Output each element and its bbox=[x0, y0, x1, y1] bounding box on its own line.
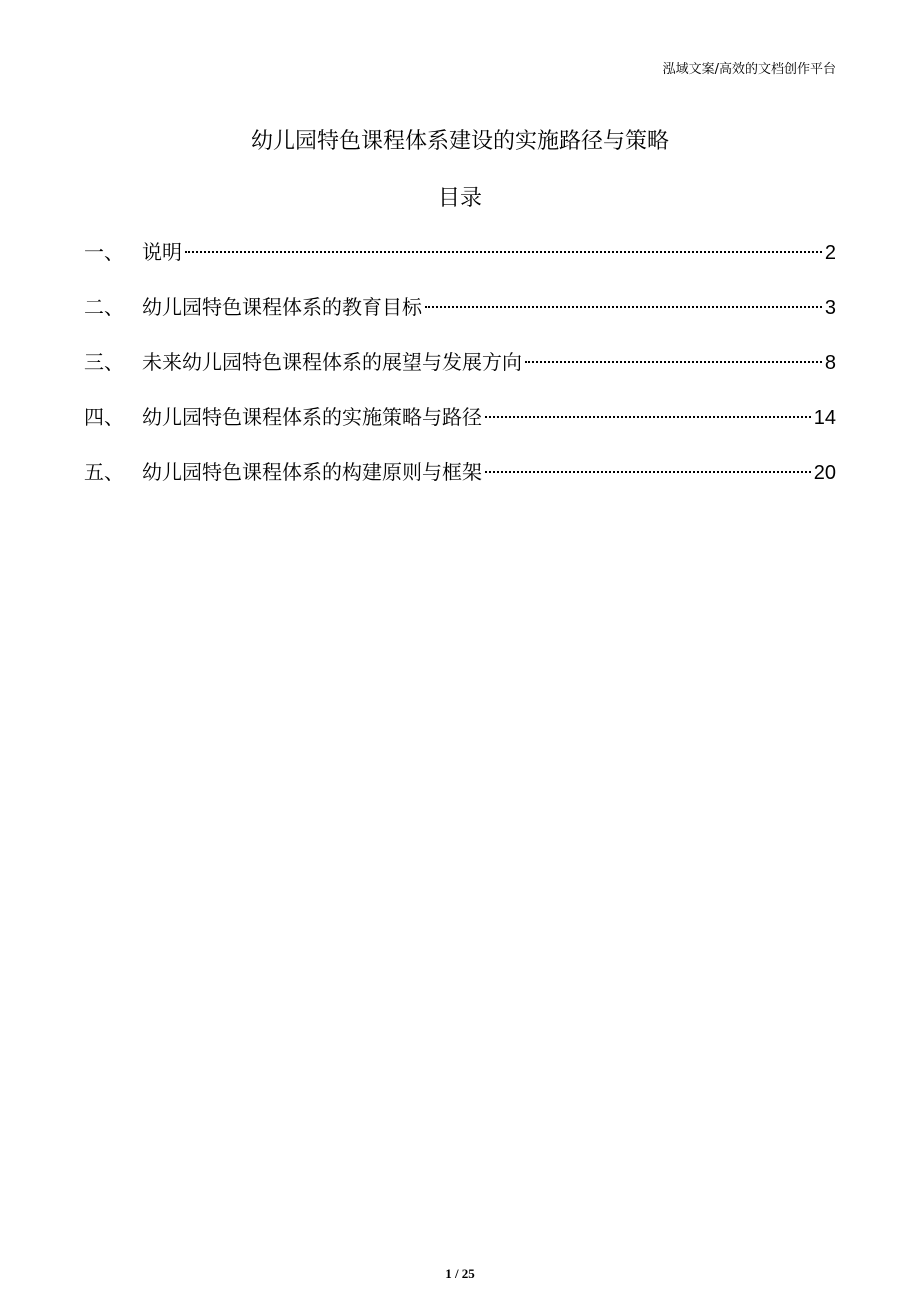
toc-dot-leader bbox=[185, 250, 822, 253]
header-brand: 泓域文案/高效的文档创作平台 bbox=[662, 62, 836, 77]
toc-entry[interactable] bbox=[84, 456, 836, 488]
toc-heading: 目录 bbox=[437, 186, 482, 211]
toc-entry-title: 幼儿园特色课程体系的教育目标 bbox=[142, 295, 422, 319]
toc-entry-page: 20 bbox=[813, 462, 836, 484]
toc-entry-page: 2 bbox=[824, 242, 836, 264]
toc-entry-title: 说明 bbox=[142, 240, 182, 264]
toc-entry-page: 8 bbox=[824, 352, 836, 374]
toc-entry-number: 二、 bbox=[84, 295, 124, 319]
toc-entry[interactable] bbox=[84, 291, 836, 323]
page-indicator: 1 / 25 bbox=[445, 1266, 475, 1281]
toc-entry-number: 五、 bbox=[84, 460, 124, 484]
toc-entry[interactable] bbox=[84, 236, 836, 268]
table-of-contents bbox=[84, 236, 836, 511]
toc-entry-page: 3 bbox=[824, 297, 836, 319]
toc-dot-leader bbox=[425, 305, 822, 308]
toc-entry-title: 幼儿园特色课程体系的构建原则与框架 bbox=[142, 460, 482, 484]
toc-entry[interactable] bbox=[84, 346, 836, 378]
toc-entry-number: 一、 bbox=[84, 240, 124, 264]
toc-dot-leader bbox=[525, 360, 822, 363]
toc-entry-title: 未来幼儿园特色课程体系的展望与发展方向 bbox=[142, 350, 522, 374]
document-title: 幼儿园特色课程体系建设的实施路径与策略 bbox=[250, 129, 669, 154]
toc-dot-leader bbox=[485, 415, 811, 418]
toc-entry-title: 幼儿园特色课程体系的实施策略与路径 bbox=[142, 405, 482, 429]
toc-entry-number: 四、 bbox=[84, 405, 124, 429]
toc-entry-number: 三、 bbox=[84, 350, 124, 374]
toc-entry[interactable] bbox=[84, 401, 836, 433]
toc-entry-page: 14 bbox=[813, 407, 836, 429]
toc-dot-leader bbox=[485, 470, 811, 473]
